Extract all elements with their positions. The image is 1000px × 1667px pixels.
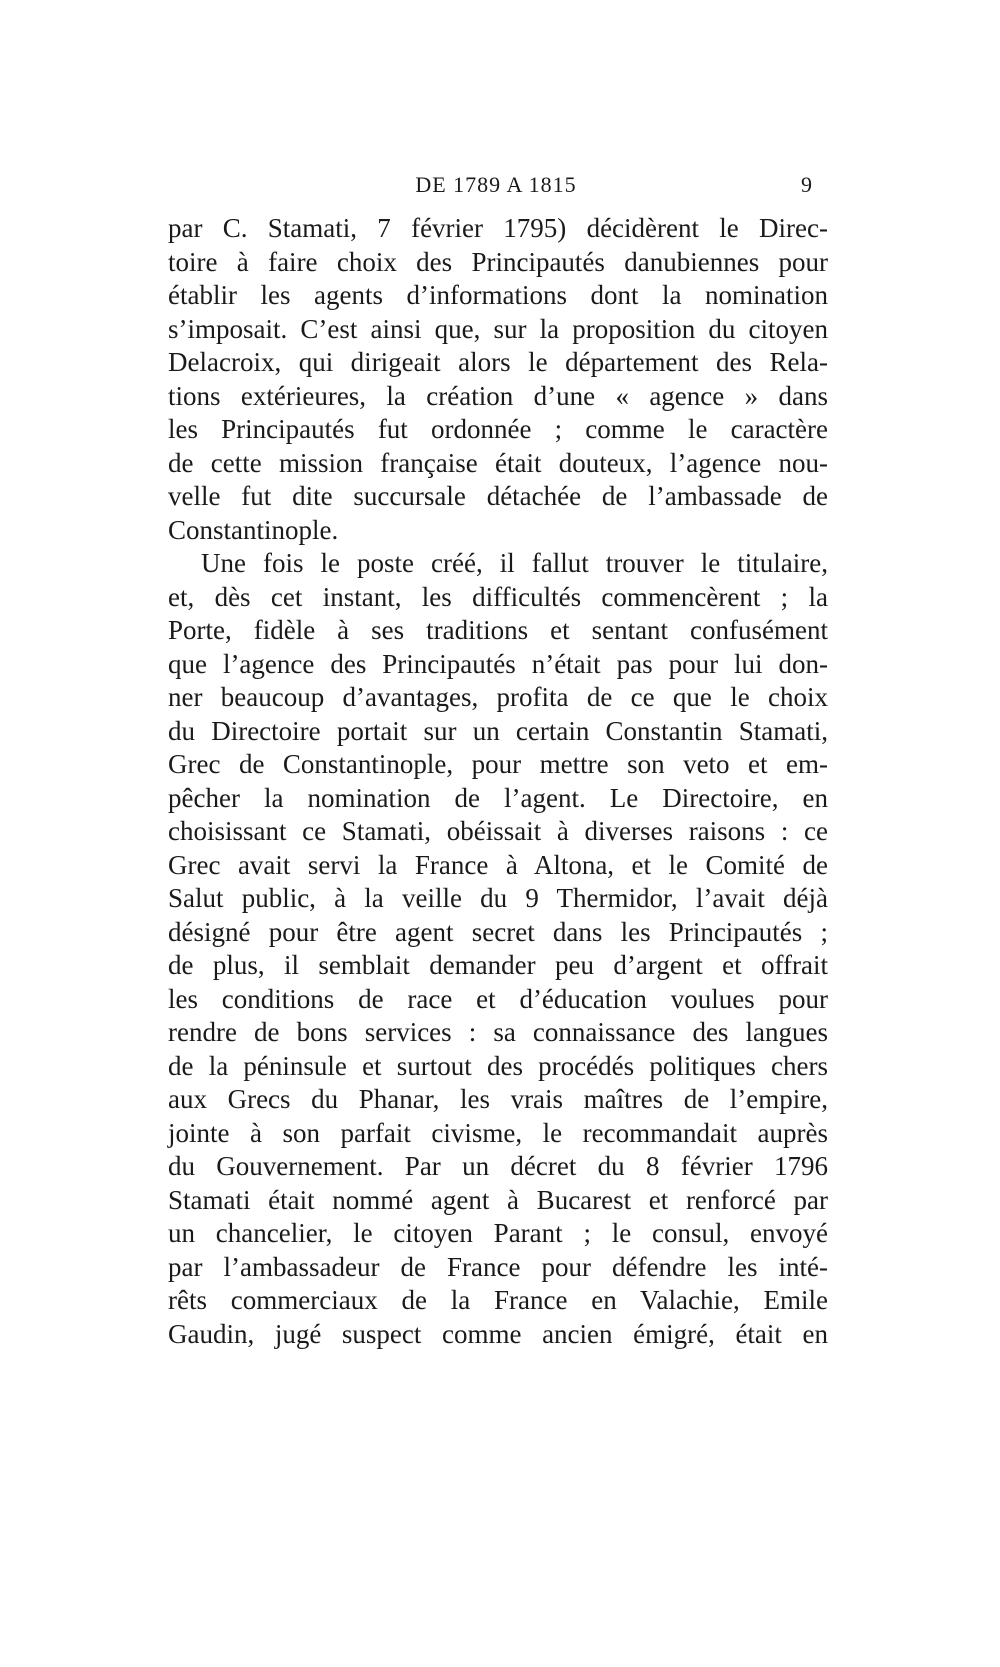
text-line: que l’agence des Principautés n’était pas pour lui don-: [168, 648, 828, 679]
text-line: rendre de bons services : sa connaissance des langues: [168, 1017, 828, 1047]
text-line: Stamati était nommé agent à Bucarest et renforcé par: [168, 1184, 828, 1215]
text-line: rêts commerciaux de la France en Valachie, Emile: [168, 1285, 828, 1315]
text-line: par C. Stamati, 7 février 1795) décidèrent le Direc-: [168, 213, 828, 243]
text-line: Salut public, à la veille du 9 Thermidor, l’avait déjà: [168, 883, 828, 913]
page-number: 9: [801, 172, 813, 197]
text-line: toire à faire choix des Principautés danubiennes pour: [168, 246, 828, 277]
text-line: établir les agents d’informations dont la nomination: [168, 280, 828, 310]
text-line: Constantinople.: [168, 514, 339, 545]
text-line: de cette mission française était douteux, l’agence nou-: [168, 447, 828, 478]
text-line: les Principautés fut ordonnée ; comme le caractère: [168, 414, 828, 444]
text-line: les conditions de race et d’éducation voulues pour: [168, 983, 828, 1014]
body-text: [168, 212, 828, 1351]
text-line: velle fut dite succursale détachée de l’ambassade de: [168, 481, 828, 511]
text-line: jointe à son parfait civisme, le recommandait auprès: [168, 1117, 828, 1148]
text-line: Grec avait servi la France à Altona, et le Comité de: [168, 849, 828, 880]
running-title: DE 1789 A 1815: [415, 172, 577, 197]
text-line: du Directoire portait sur un certain Constantin Stamati,: [168, 715, 828, 746]
text-line: et, dès cet instant, les difficultés commencèrent ; la: [168, 581, 828, 612]
text-line: pêcher la nomination de l’agent. Le Directoire, en: [168, 782, 828, 813]
text-line: Grec de Constantinople, pour mettre son veto et em-: [168, 749, 828, 779]
text-line: Une fois le poste créé, il fallut trouver le titulaire,: [201, 548, 828, 578]
text-line: Porte, fidèle à ses traditions et sentant confusément: [168, 615, 828, 645]
paragraph-2: [168, 547, 828, 1351]
text-line: par l’ambassadeur de France pour défendre les inté-: [168, 1251, 828, 1282]
text-line: Gaudin, jugé suspect comme ancien émigré, était en: [168, 1318, 828, 1349]
text-line: choisissant ce Stamati, obéissait à diverses raisons : ce: [168, 816, 828, 846]
text-line: ner beaucoup d’avantages, profita de ce que le choix: [168, 682, 828, 712]
text-line: aux Grecs du Phanar, les vrais maîtres de l’empire,: [168, 1084, 828, 1114]
text-line: tions extérieures, la création d’une « agence » dans: [168, 380, 828, 411]
text-line: de plus, il semblait demander peu d’argent et offrait: [168, 950, 828, 980]
running-head: [171, 172, 821, 202]
text-line: Delacroix, qui dirigeait alors le département des Rela-: [168, 347, 828, 377]
paragraph-1: [168, 212, 828, 547]
text-line: s’imposait. C’est ainsi que, sur la proposition du citoyen: [168, 313, 828, 344]
text-line: du Gouvernement. Par un décret du 8 février 1796: [168, 1151, 828, 1181]
text-line: un chancelier, le citoyen Parant ; le consul, envoyé: [168, 1218, 828, 1248]
text-line: désigné pour être agent secret dans les Principautés ;: [168, 916, 828, 947]
text-line: de la péninsule et surtout des procédés politiques chers: [168, 1050, 828, 1081]
